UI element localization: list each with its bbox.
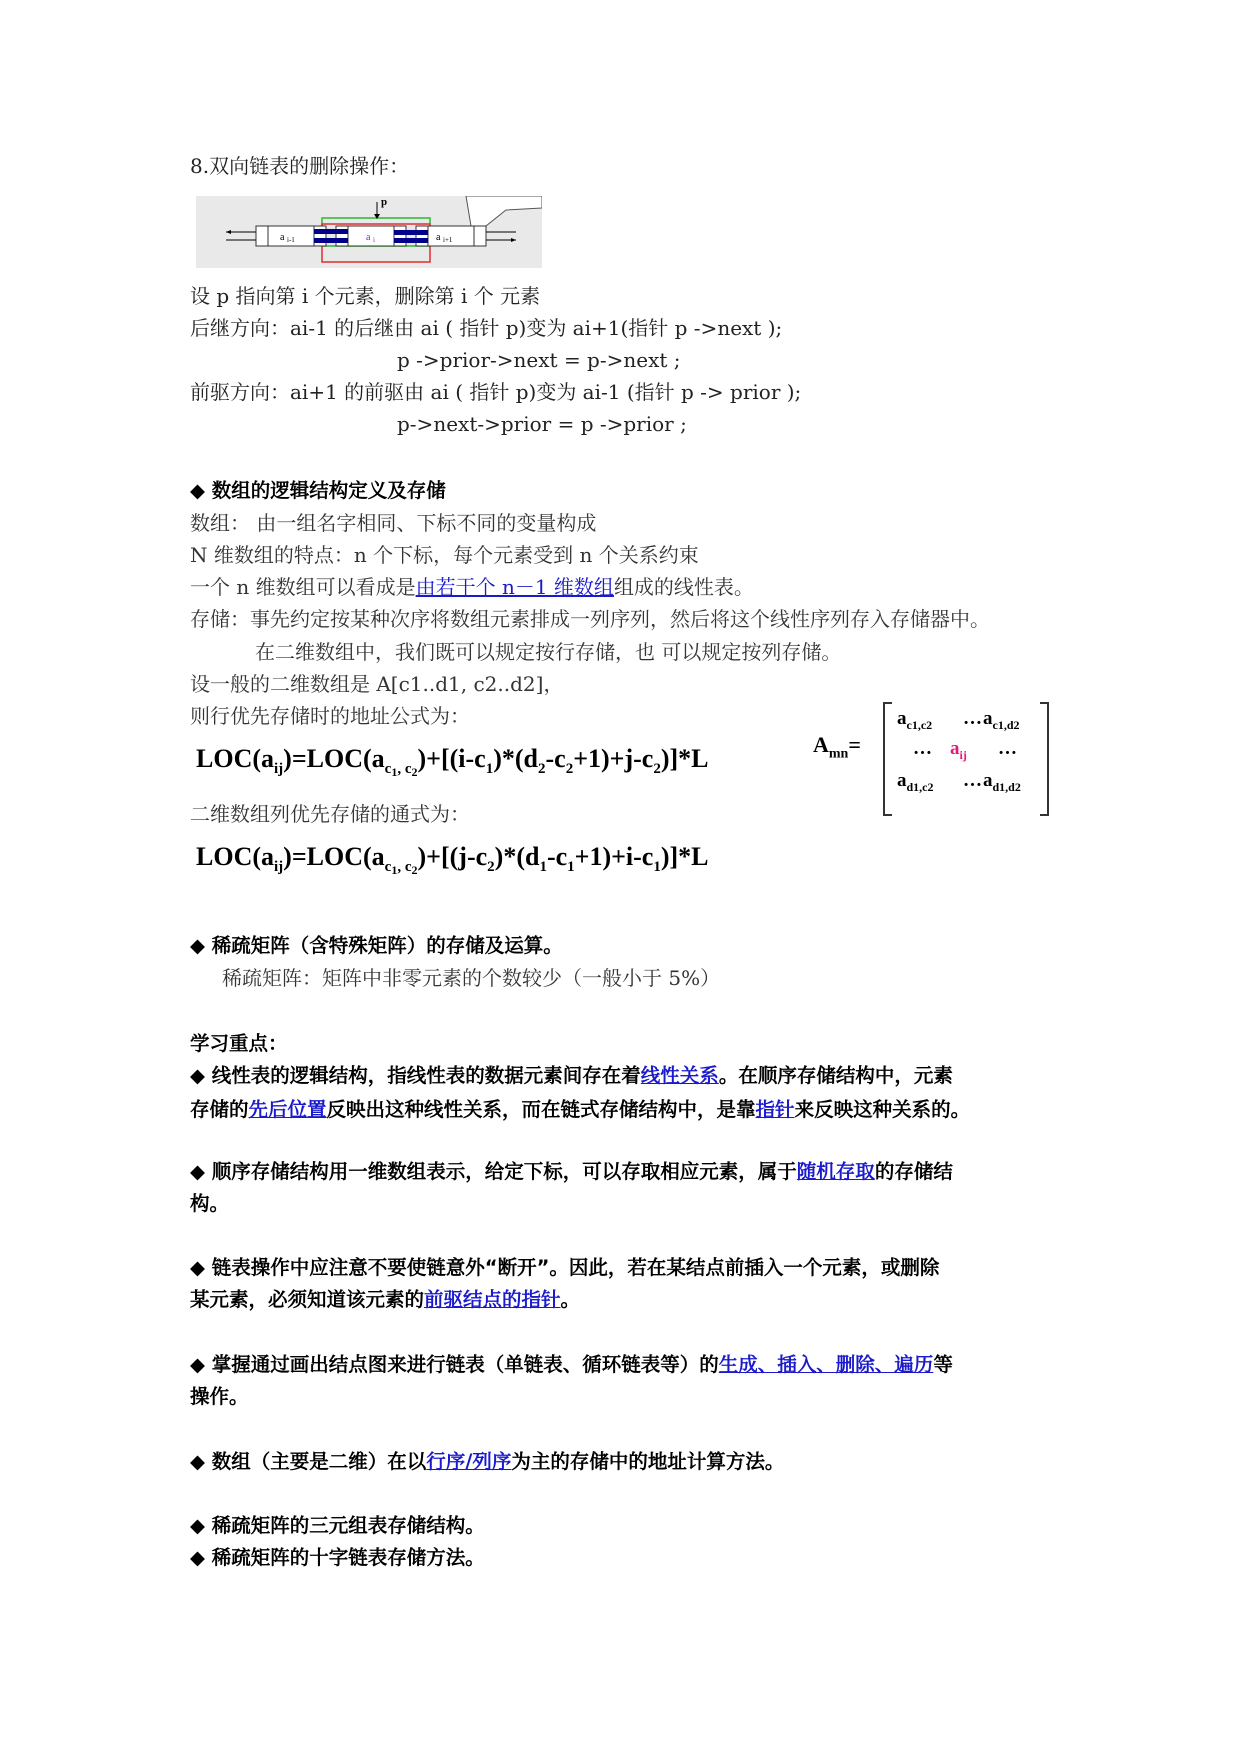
cell-letter: a <box>983 708 993 729</box>
key-points-heading: 学习重点： <box>190 1032 288 1055</box>
svg-text:i: i <box>373 236 375 244</box>
matrix-cell-bottom-right <box>983 770 1021 795</box>
text-span: ◆ 数组（主要是二维）在以 <box>190 1450 427 1473</box>
matrix-subscript: mn <box>828 746 849 762</box>
matrix-dots: … <box>963 770 982 791</box>
text-span: ◆ 线性表的逻辑结构，指线性表的数据元素间存在着 <box>190 1064 641 1087</box>
successor-code: p ->prior->next = p->next ; <box>397 348 681 372</box>
array-definition: 数组： 由一组名字相同、下标不同的变量构成 <box>190 511 597 535</box>
text-span: 来反映这种关系的。 <box>794 1098 971 1121</box>
matrix-cell-top-right <box>983 708 1020 733</box>
matrix-letter: A <box>813 732 829 757</box>
n-dim-array-feature: N 维数组的特点：n 个下标，每个元素受到 n 个关系约束 <box>190 543 699 567</box>
section-title: 8.双向链表的删除操作： <box>190 154 410 178</box>
key-point-1-cont <box>190 1096 970 1124</box>
linear-relation-link[interactable]: 线性关系 <box>640 1064 719 1087</box>
row-major-formula-label: 则行优先存储时的地址公式为： <box>190 704 470 728</box>
successor-direction: 后继方向：ai-1 的后继由 ai ( 指针 p)变为 ai+1(指针 p ->next ); <box>190 316 783 340</box>
row-col-order-link[interactable]: 行序/列序 <box>426 1450 512 1473</box>
text-span: 一个 n 维数组可以看成是 <box>190 575 416 599</box>
cell-sub: d1,d2 <box>992 779 1021 794</box>
cell-sub: c1,c2 <box>906 717 933 732</box>
text-span: 为主的存储中的地址计算方法。 <box>511 1450 785 1473</box>
svg-text:i+1: i+1 <box>443 236 453 244</box>
text-span: 反映出这种线性关系，而在链式存储结构中，是靠 <box>326 1098 756 1121</box>
matrix-dots: … <box>963 708 982 729</box>
general-2d-array: 设一般的二维数组是 A[c1..d1, c2..d2]， <box>190 672 564 696</box>
key-point-4-cont: 操作。 <box>190 1385 249 1408</box>
delete-desc: 设 p 指向第 i 个元素，删除第 i 个 元素 <box>190 284 541 308</box>
key-point-5 <box>190 1448 784 1476</box>
svg-text:a: a <box>280 232 285 243</box>
order-position-link[interactable]: 先后位置 <box>248 1098 327 1121</box>
sparse-definition: 稀疏矩阵：矩阵中非零元素的个数较少（一般小于 5%） <box>222 966 721 990</box>
pointer-link[interactable]: 指针 <box>755 1098 795 1121</box>
key-point-2 <box>190 1158 953 1186</box>
text-span: 。在顺序存储结构中，元素 <box>718 1064 953 1087</box>
diagram-svg <box>196 196 542 268</box>
matrix-cell-middle <box>950 738 967 763</box>
cell-sub: ij <box>959 747 967 762</box>
matrix-right-bracket <box>1040 702 1049 816</box>
svg-text:a: a <box>366 232 371 243</box>
text-span: 组成的线性表。 <box>613 575 754 599</box>
cell-sub: d1,c2 <box>906 779 934 794</box>
matrix-cell-bottom-left <box>897 770 934 795</box>
cell-letter: a <box>897 708 907 729</box>
row-major-formula: $LOC(a_{ij})=LOC(a_{c_1, c_2})+[(i-c_1)*(d_2-c_2+1)+j-c_2)]*L$ <box>196 744 709 779</box>
key-point-6: ◆ 稀疏矩阵的三元组表存储结构。 <box>190 1514 485 1537</box>
key-point-2-cont: 构。 <box>190 1192 230 1215</box>
list-operations-link[interactable]: 生成、插入、删除、遍历 <box>718 1353 934 1376</box>
storage-desc: 存储：事先约定按某种次序将数组元素排成一列序列，然后将这个线性序列存入存储器中。 <box>190 607 990 631</box>
cell-letter: a <box>983 770 993 791</box>
key-point-7: ◆ 稀疏矩阵的十字链表存储方法。 <box>190 1546 485 1569</box>
cell-sub: c1,d2 <box>992 717 1020 732</box>
n-minus-1-dim-array-link[interactable]: 由若干个 n－1 维数组 <box>415 575 614 599</box>
predecessor-pointer-link[interactable]: 前驱结点的指针 <box>424 1288 561 1311</box>
cell-letter: a <box>950 738 960 759</box>
matrix-dots: … <box>998 738 1017 759</box>
key-point-3: ◆ 链表操作中应注意不要使链意外“断开”。因此，若在某结点前插入一个元素，或删除 <box>190 1256 940 1279</box>
arrays-heading: ◆ 数组的逻辑结构定义及存储 <box>190 479 446 502</box>
matrix-equals: = <box>848 732 861 757</box>
text-span: 存储的 <box>190 1098 249 1121</box>
svg-text:p: p <box>381 196 388 208</box>
matrix-amn <box>813 700 1053 820</box>
text-span: 。 <box>560 1288 581 1311</box>
text-span: 等 <box>933 1353 953 1376</box>
text-span: ◆ 顺序存储结构用一维数组表示，给定下标，可以存取相应元素，属于 <box>190 1160 797 1183</box>
cell-letter: a <box>897 770 907 791</box>
matrix-dots: … <box>913 738 932 759</box>
matrix-label <box>813 732 861 762</box>
svg-text:a: a <box>436 232 441 243</box>
matrix-left-bracket <box>883 702 892 816</box>
col-major-formula-label: 二维数组列优先存储的通式为： <box>190 802 470 826</box>
matrix-cell-top-left <box>897 708 932 733</box>
key-point-4 <box>190 1351 953 1379</box>
row-col-storage: 在二维数组中，我们既可以规定按行存储，也 可以规定按列存储。 <box>255 640 842 664</box>
key-point-1 <box>190 1062 953 1090</box>
n-dim-array-linear-table <box>190 573 754 601</box>
random-access-link[interactable]: 随机存取 <box>796 1160 875 1183</box>
svg-text:i-1: i-1 <box>287 236 295 244</box>
predecessor-code: p->next->prior = p ->prior ; <box>397 412 687 436</box>
text-span: 某元素，必须知道该元素的 <box>190 1288 425 1311</box>
sparse-heading: ◆ 稀疏矩阵（含特殊矩阵）的存储及运算。 <box>190 934 563 957</box>
predecessor-direction: 前驱方向：ai+1 的前驱由 ai ( 指针 p)变为 ai-1 (指针 p -> prior ); <box>190 380 802 404</box>
text-span: ◆ 掌握通过画出结点图来进行链表（单链表、循环链表等）的 <box>190 1353 719 1376</box>
doubly-linked-list-delete-diagram <box>196 196 542 268</box>
col-major-formula: $LOC(a_{ij})=LOC(a_{c_1, c_2})+[(j-c_2)*(d_1-c_1+1)+i-c_1)]*L$ <box>196 842 709 877</box>
key-point-3-cont <box>190 1286 580 1314</box>
text-span: 的存储结 <box>874 1160 953 1183</box>
